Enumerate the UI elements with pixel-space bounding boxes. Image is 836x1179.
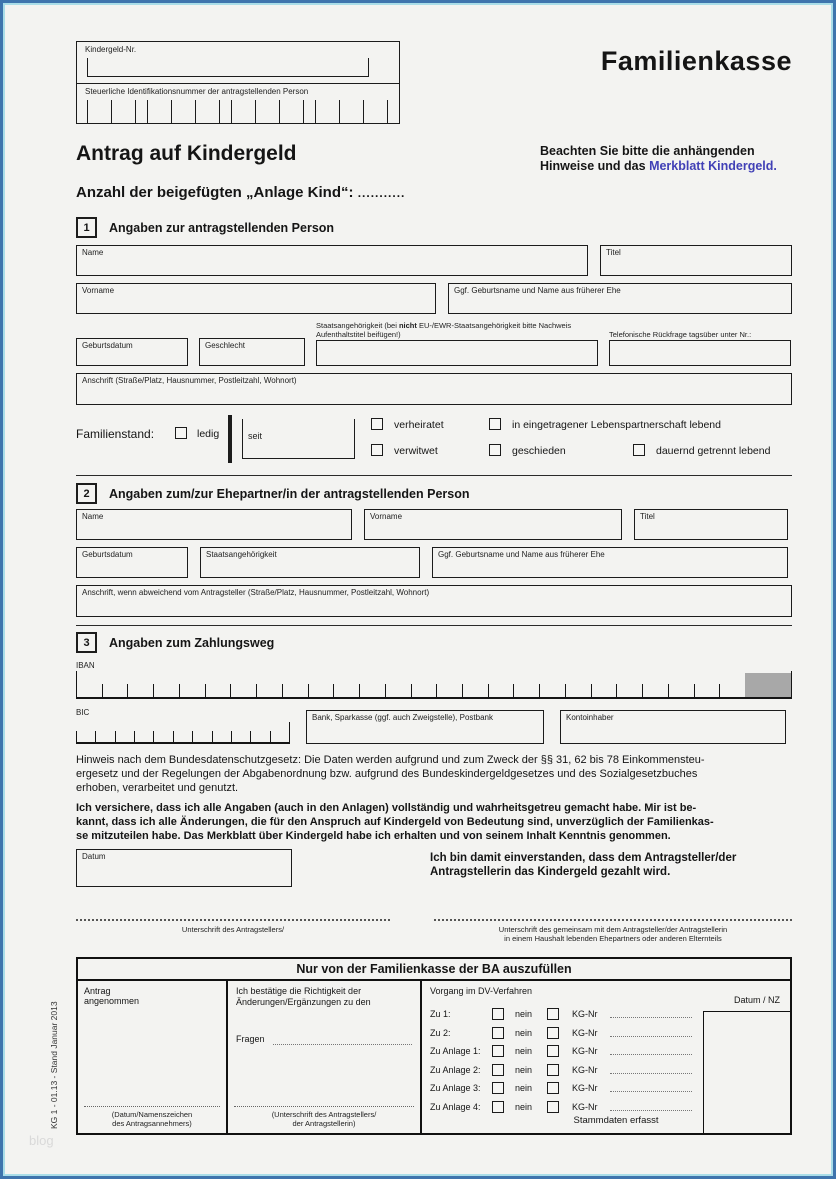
- section2-row2: [76, 547, 792, 578]
- checkbox-nein[interactable]: [492, 1045, 504, 1057]
- kindergeld-nr-label: Kindergeld-Nr.: [85, 45, 137, 54]
- kindergeld-nr-cell: [77, 42, 399, 84]
- form-version-code: KG 1 - 01.13 - Stand Januar 2013: [49, 1001, 59, 1129]
- partner-titel-field[interactable]: [634, 509, 788, 540]
- id-box: [76, 41, 400, 124]
- datum-nz-input[interactable]: [703, 1011, 790, 1133]
- declaration-text: Ich versichere, dass ich alle Angaben (auch in den Anlagen) vollständig und wahrheitsgetreu gemacht habe. Mir ist be- kannt, dass ich alle Änderungen, die für den Anspruch auf Kindergeld von Bedeutung sind, unverzüglich der Familienkas- se mitzuteilen habe. Das Merkblatt über Kindergeld habe ich erhalten und von seinem Inhalt Kenntnis genommen.: [76, 802, 714, 842]
- office-col2-signature-line[interactable]: [234, 1104, 414, 1107]
- steuer-id-input[interactable]: [87, 100, 393, 123]
- iban-shaded-cell: [745, 673, 791, 697]
- section1-header: [76, 217, 792, 238]
- office-col-dv-verfahren: [422, 981, 790, 1133]
- telefon-label: Telefonische Rückfrage tagsüber unter Nr.:: [609, 330, 752, 339]
- steuer-id-label: Steuerliche Identifikationsnummer der antragstellenden Person: [85, 87, 309, 96]
- brand-title: Familienkasse: [600, 46, 792, 76]
- checkbox-kg-nr[interactable]: [547, 1064, 559, 1076]
- bic-row: [76, 708, 792, 744]
- checkbox-nein[interactable]: [492, 1082, 504, 1094]
- bic-comb-ticks: [76, 722, 289, 742]
- checkbox-verheiratet[interactable]: [371, 418, 383, 430]
- telefon-input[interactable]: [609, 340, 791, 366]
- section2-header: [76, 483, 792, 504]
- bic-input[interactable]: [76, 722, 290, 744]
- checkbox-ledig[interactable]: [175, 427, 187, 439]
- partner-geburtsdatum-field[interactable]: [76, 547, 188, 578]
- partner-geburtsname-field[interactable]: [432, 547, 788, 578]
- section2-number: 2: [76, 483, 97, 504]
- office-col-bestaetigung: Ich bestätige die Richtigkeit der Änderungen/Ergänzungen zu den Fragen (Unterschrift des Antragstellers/ der Antragstellerin): [228, 981, 422, 1133]
- titel-field-label: Titel: [606, 248, 621, 257]
- checkbox-nein[interactable]: [492, 1101, 504, 1113]
- kontoinhaber-field[interactable]: [560, 710, 786, 744]
- partner-geburtsname-label: Ggf. Geburtsname und Name aus früherer Ehe: [438, 550, 605, 559]
- seit-input[interactable]: [242, 419, 355, 459]
- dv-row: Zu Anlage 4: nein KG-Nr: [430, 1097, 698, 1116]
- getrennt-label: dauernd getrennt lebend: [656, 445, 771, 457]
- checkbox-verwitwet[interactable]: [371, 444, 383, 456]
- fragen-input[interactable]: [273, 1035, 412, 1045]
- notice-line2-prefix: Hinweise und das: [540, 159, 650, 173]
- staatsangehoerigkeit-field-group: [316, 321, 598, 366]
- section1-row1: [76, 245, 792, 276]
- bic-label: BIC: [76, 708, 90, 717]
- staatsangehoerigkeit-label: Staatsangehörigkeit (bei nicht EU-/EWR-Staatsangehörigkeit bitte Nachweis Aufenthaltstitel beifügen!): [316, 321, 572, 339]
- checkbox-kg-nr[interactable]: [547, 1027, 559, 1039]
- office-col2-signature: (Unterschrift des Antragstellers/ der Antragstellerin): [234, 1104, 414, 1128]
- name-field[interactable]: [76, 245, 588, 276]
- dv-row: Zu 2: nein KG-Nr: [430, 1023, 698, 1042]
- consent-text: Ich bin damit einverstanden, dass dem Antragsteller/der Antragstellerin das Kindergeld gezahlt wird.: [430, 851, 737, 878]
- partner-name-label: Name: [82, 512, 104, 521]
- partner-name-field[interactable]: [76, 509, 352, 540]
- checkbox-kg-nr[interactable]: [547, 1045, 559, 1057]
- checkbox-kg-nr[interactable]: [547, 1082, 559, 1094]
- section1-row2: [76, 283, 792, 314]
- anschrift-field[interactable]: [76, 373, 792, 405]
- bank-field[interactable]: [306, 710, 544, 744]
- dv-rows: [430, 1005, 698, 1116]
- telefon-field-group: [609, 330, 791, 366]
- kg-nr-input[interactable]: [610, 1008, 692, 1018]
- section-divider: [76, 625, 792, 626]
- ledig-label: ledig: [197, 428, 220, 440]
- geschieden-label: geschieden: [512, 445, 566, 457]
- anlage-count-label: Anzahl der beigefügten „Anlage Kind“:: [76, 184, 354, 201]
- seit-label: seit: [248, 431, 263, 441]
- dv-row: Zu Anlage 3: nein KG-Nr: [430, 1079, 698, 1098]
- iban-label: IBAN: [76, 661, 95, 670]
- kindergeld-form-page: [3, 3, 833, 1176]
- titel-field[interactable]: [600, 245, 792, 276]
- dv-row: Zu Anlage 2: nein KG-Nr: [430, 1060, 698, 1079]
- stammdaten-label: Stammdaten erfasst: [573, 1114, 659, 1126]
- office-col-antrag: Antrag angenommen (Datum/Namenszeichen des Antragsannehmers): [78, 981, 228, 1133]
- dv-row: Zu 1: nein KG-Nr: [430, 1005, 698, 1024]
- section2-row3: [76, 585, 792, 617]
- checkbox-nein[interactable]: [492, 1064, 504, 1076]
- section2-title: Angaben zum/zur Ehepartner/in der antragstellenden Person: [109, 486, 470, 501]
- iban-input[interactable]: [76, 671, 792, 699]
- signature-row: [76, 917, 792, 943]
- section1-title: Angaben zur antragstellenden Person: [109, 220, 335, 235]
- notice-line1: Beachten Sie bitte die anhängenden: [540, 144, 755, 158]
- page-title: Antrag auf Kindergeld: [76, 142, 297, 165]
- name-field-label: Name: [82, 248, 104, 257]
- section1-number: 1: [76, 217, 97, 238]
- partner-vorname-field[interactable]: [364, 509, 622, 540]
- partner-anschrift-field[interactable]: [76, 585, 792, 617]
- checkbox-kg-nr[interactable]: [547, 1101, 559, 1113]
- divider-bar: [228, 415, 232, 463]
- applicant-signature-caption: Unterschrift des Antragstellers/: [181, 924, 285, 934]
- notice-text: [540, 144, 792, 174]
- dv-verfahren-header: Vorgang im DV-Verfahren: [430, 985, 533, 996]
- anlage-count-input[interactable]: ...........: [357, 186, 406, 200]
- applicant-signature-block: [76, 917, 390, 943]
- kg-nr-input[interactable]: [610, 1045, 692, 1055]
- checkbox-getrennt[interactable]: [633, 444, 645, 456]
- bic-field-group: [76, 708, 290, 744]
- top-row: [76, 41, 792, 124]
- kg-nr-input[interactable]: [610, 1064, 692, 1074]
- office-col1-signature-line[interactable]: [84, 1104, 220, 1107]
- verheiratet-label: verheiratet: [394, 419, 444, 431]
- office-use-body: [78, 981, 790, 1133]
- staatsangehoerigkeit-input[interactable]: [316, 340, 598, 366]
- office-use-table: [76, 957, 792, 1135]
- familienstand-label: Familienstand:: [76, 427, 155, 441]
- fragen-label: Fragen: [236, 1033, 265, 1044]
- datum-field[interactable]: [76, 849, 292, 887]
- datum-consent-row: [76, 849, 792, 887]
- section-divider: [76, 475, 792, 476]
- kontoinhaber-field-label: Kontoinhaber: [566, 713, 614, 722]
- checkbox-nein[interactable]: [492, 1027, 504, 1039]
- partner-titel-label: Titel: [640, 512, 655, 521]
- checkbox-kg-nr[interactable]: [547, 1008, 559, 1020]
- section2-row1: [76, 509, 792, 540]
- bank-field-label: Bank, Sparkasse (ggf. auch Zweigstelle), Postbank: [312, 713, 493, 722]
- title-row: [76, 142, 792, 174]
- kindergeld-nr-input[interactable]: [87, 58, 369, 77]
- anlage-count-row: [76, 184, 792, 201]
- vorname-field-label: Vorname: [82, 286, 115, 295]
- privacy-note: Hinweis nach dem Bundesdatenschutzgesetz: Die Daten werden aufgrund und zum Zweck der §§ 31, 62 bis 78 Einkommensteu- ergesetz und der Regelungen der Abgabenordnung bzw. aufgrund des Bundeskindergeldgesetzes und des Sozialgesetzbuches erhoben, verarbeitet und genutzt.: [76, 754, 705, 794]
- merkblatt-kindergeld-link[interactable]: Merkblatt Kindergeld: [649, 159, 774, 173]
- dv-row: Zu Anlage 1: nein KG-Nr: [430, 1042, 698, 1061]
- iban-row: [76, 661, 792, 699]
- partner-staatsangehoerigkeit-label: Staatsangehörigkeit: [206, 550, 277, 559]
- kg-nr-input[interactable]: [610, 1027, 692, 1037]
- partner-anschrift-label: Anschrift, wenn abweichend vom Antragsteller (Straße/Platz, Hausnummer, Postleitzahl, Wohnort): [82, 588, 430, 597]
- lebenspartnerschaft-label: in eingetragener Lebenspartnerschaft lebend: [512, 419, 721, 431]
- section3-title: Angaben zum Zahlungsweg: [109, 635, 275, 650]
- anschrift-field-label: Anschrift (Straße/Platz, Hausnummer, Postleitzahl, Wohnort): [82, 376, 297, 385]
- notice-suffix: .: [773, 159, 777, 173]
- partner-signature-block: [434, 917, 792, 943]
- datum-field-label: Datum: [82, 851, 106, 861]
- kg-nr-input[interactable]: [610, 1082, 692, 1092]
- geburtsname-field[interactable]: [448, 283, 792, 314]
- iban-comb-ticks: [76, 671, 745, 697]
- partner-vorname-label: Vorname: [370, 512, 403, 521]
- office-col1-signature: (Datum/Namenszeichen des Antragsannehmers): [84, 1104, 220, 1128]
- section1-row4: [76, 373, 792, 405]
- partner-staatsangehoerigkeit-field[interactable]: [200, 547, 420, 578]
- datum-nz-label: Datum / NZ: [733, 994, 780, 1005]
- vorname-field[interactable]: [76, 283, 436, 314]
- verwitwet-label: verwitwet: [394, 445, 438, 457]
- geburtsdatum-field[interactable]: [76, 338, 188, 366]
- section3-header: [76, 632, 792, 653]
- partner-signature-line[interactable]: [434, 917, 792, 921]
- geschlecht-field[interactable]: [199, 338, 305, 366]
- geburtsname-field-label: Ggf. Geburtsname und Name aus früherer Ehe: [454, 286, 621, 295]
- fragen-row: [236, 1034, 412, 1045]
- geburtsdatum-field-label: Geburtsdatum: [82, 341, 133, 350]
- steuer-id-cell: [77, 84, 399, 123]
- applicant-signature-line[interactable]: [76, 917, 390, 921]
- checkbox-lebenspartnerschaft[interactable]: [489, 418, 501, 430]
- partner-signature-caption: Unterschrift des gemeinsam mit dem Antragsteller/der Antragstellerin in einem Haushalt lebenden Ehepartners oder anderen Elternteils: [498, 924, 728, 943]
- watermark: blog: [29, 1133, 54, 1148]
- partner-geburtsdatum-label: Geburtsdatum: [82, 550, 133, 559]
- section3-number: 3: [76, 632, 97, 653]
- checkbox-geschieden[interactable]: [489, 444, 501, 456]
- office-use-header: Nur von der Familienkasse der BA auszufüllen: [78, 959, 790, 981]
- section1-row3: [76, 321, 792, 366]
- kg-nr-input[interactable]: [610, 1101, 692, 1111]
- checkbox-nein[interactable]: [492, 1008, 504, 1020]
- geschlecht-field-label: Geschlecht: [205, 341, 246, 350]
- familienstand-row: [76, 411, 792, 467]
